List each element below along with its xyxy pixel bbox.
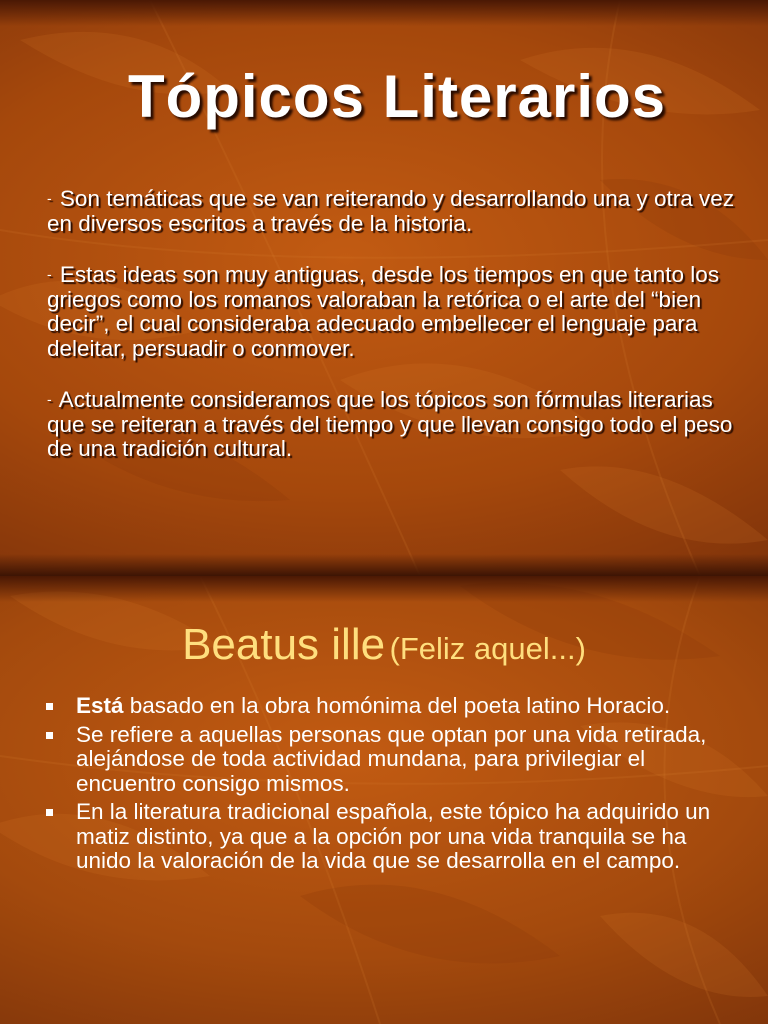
dash-marker: - xyxy=(47,190,52,206)
bullet-text: Se refiere a aquellas personas que optan por una vida retirada, alejándose de toda actividad mundana, para privilegiar el encuentro consigo mismos. xyxy=(76,721,707,796)
paragraph-1 xyxy=(47,186,737,236)
paragraph-2 xyxy=(47,262,737,361)
list-item xyxy=(44,723,734,797)
square-bullet-icon xyxy=(46,703,53,710)
paragraph-text: Actualmente consideramos que los tópicos son fórmulas literarias que se reiteran a través del tiempo y que llevan consigo todo el peso de una tradición cultural. xyxy=(47,387,733,461)
bullet-bold-lead: Está xyxy=(76,693,124,718)
slide-top-shade xyxy=(0,576,768,602)
slide-1-title: Tópicos Literarios xyxy=(127,63,667,130)
square-bullet-icon xyxy=(46,809,53,816)
paragraph-3 xyxy=(47,387,737,462)
slide-2-title-sub: (Feliz aquel...) xyxy=(389,631,586,666)
slide-2-title-main: Beatus ille xyxy=(182,620,386,669)
square-bullet-icon xyxy=(46,732,53,739)
bullet-text: En la literatura tradicional española, este tópico ha adquirido un matiz distinto, ya que a la opción por una vida tranquila se ha unido la valoración de la vida que se desarrolla en el campo. xyxy=(76,799,711,873)
slide-top-shade xyxy=(0,0,768,26)
paragraph-text: Estas ideas son muy antiguas, desde los tiempos en que tanto los griegos como los romanos valoraban la retórica o el arte del “bien decir”, el cual consideraba adecuado embellecer el lenguaje para deleitar, persuadir o conmover. xyxy=(47,262,720,361)
slide-1-body xyxy=(47,186,737,488)
slide-2-title xyxy=(0,620,768,670)
dash-marker: - xyxy=(47,266,52,282)
slide-bottom-shade xyxy=(0,554,768,576)
slide-2-bullet-list xyxy=(44,694,734,878)
slide-2 xyxy=(0,576,768,1024)
list-item xyxy=(44,800,734,874)
list-item xyxy=(44,694,734,719)
bullet-text: basado en la obra homónima del poeta latino Horacio. xyxy=(123,693,671,718)
dash-marker: - xyxy=(47,391,52,407)
paragraph-text: Son temáticas que se van reiterando y desarrollando una y otra vez en diversos escritos a través de la historia. xyxy=(47,186,735,236)
